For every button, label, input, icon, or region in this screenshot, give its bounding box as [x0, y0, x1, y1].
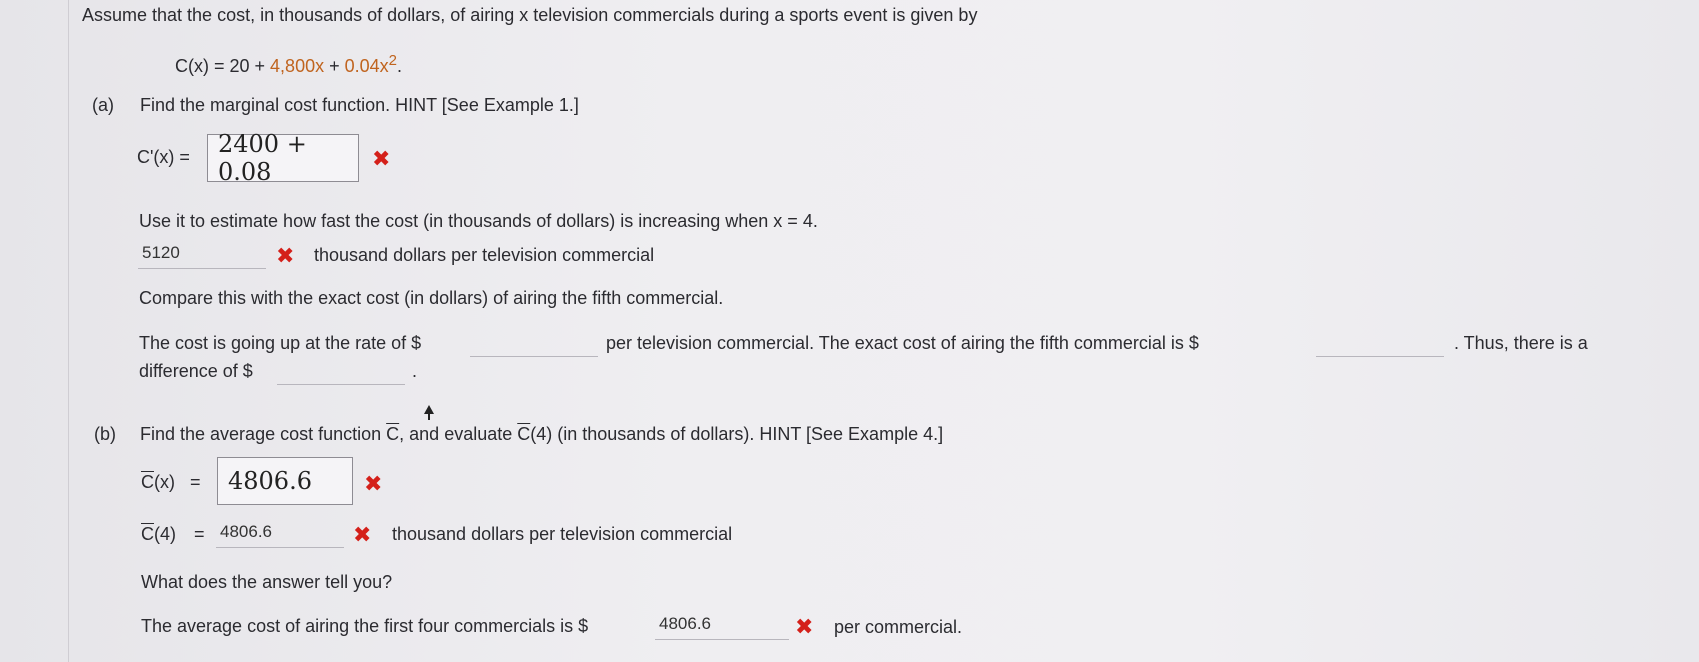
rate-text-4: difference of $: [139, 361, 253, 381]
question-text: What does the answer tell you?: [141, 572, 393, 592]
rate-input[interactable]: [470, 331, 598, 357]
compare-prompt: Compare this with the exact cost (in dollars) of airing the fifth commercial.: [139, 288, 724, 308]
mouse-cursor-icon: [424, 405, 434, 414]
rate-text-2: per television commercial. The exact cost of airing the fifth commercial is $: [606, 333, 1199, 353]
formula-coef1: 4,800x: [270, 56, 325, 76]
rate-text-3: . Thus, there is a: [1454, 333, 1588, 353]
exact-cost-input[interactable]: [1316, 331, 1444, 357]
wrong-mark-icon: ✖: [353, 523, 372, 548]
part-b-prompt-3: (4) (in thousands of dollars). HINT [See Example 4.]: [530, 424, 944, 444]
part-a-label: (a): [92, 95, 114, 115]
intro-text: Assume that the cost, in thousands of dollars, of airing x television commercials during a sports event is given by: [82, 5, 978, 25]
part-b-prompt-2: , and evaluate: [399, 424, 518, 444]
formula-sup: 2: [388, 52, 397, 69]
cbar-4-input[interactable]: 4806.6: [216, 522, 344, 548]
cbar-4-units: thousand dollars per television commercial: [392, 524, 733, 544]
formula-plus: +: [324, 56, 345, 76]
formula-coef2: 0.04x: [344, 56, 389, 76]
cbar-x-answer-box[interactable]: 4806.6: [217, 457, 353, 505]
cbar-x-label: [141, 472, 175, 493]
rate-text-5: .: [412, 361, 418, 381]
cprime-answer-box[interactable]: 2400 + 0.08: [207, 134, 359, 182]
estimate-input[interactable]: 5120: [138, 243, 266, 269]
cbar-symbol: $\overline{C}$: [517, 424, 531, 444]
cbar-4-eq: =: [194, 524, 205, 544]
part-a-prompt: Find the marginal cost function. HINT [See Example 1.]: [140, 95, 579, 115]
average-cost-input[interactable]: 4806.6: [655, 614, 789, 640]
cbar-4-label: [141, 524, 176, 545]
answer-text-2: per commercial.: [834, 617, 963, 637]
cbar-x-eq: =: [190, 472, 201, 492]
cbar-symbol: $\overline{C}$: [386, 424, 400, 444]
cbar-symbol: $\overline{C}$: [141, 524, 154, 544]
difference-input[interactable]: [277, 359, 405, 385]
wrong-mark-icon: ✖: [276, 244, 295, 269]
cost-formula: [175, 52, 402, 77]
cbar-4-arg: (4): [154, 524, 176, 544]
answer-text-1: The average cost of airing the first four commercials is $: [141, 616, 589, 636]
cbar-x-arg: (x): [154, 472, 175, 492]
part-b-prompt-1: Find the average cost function: [140, 424, 387, 444]
cprime-label: C'(x) =: [137, 147, 190, 167]
formula-lhs: C(x) = 20 +: [175, 56, 271, 76]
wrong-mark-icon: ✖: [372, 147, 391, 172]
rate-text-1: The cost is going up at the rate of $: [139, 333, 422, 353]
formula-end: .: [397, 56, 403, 76]
estimate-prompt: Use it to estimate how fast the cost (in thousands of dollars) is increasing when x = 4.: [139, 211, 818, 231]
estimate-units: thousand dollars per television commercial: [314, 245, 655, 265]
part-b-label: (b): [94, 424, 116, 444]
wrong-mark-icon: ✖: [795, 615, 814, 640]
part-b-prompt: [140, 424, 943, 445]
cbar-symbol: $\overline{C}$: [141, 472, 154, 492]
wrong-mark-icon: ✖: [364, 472, 383, 497]
